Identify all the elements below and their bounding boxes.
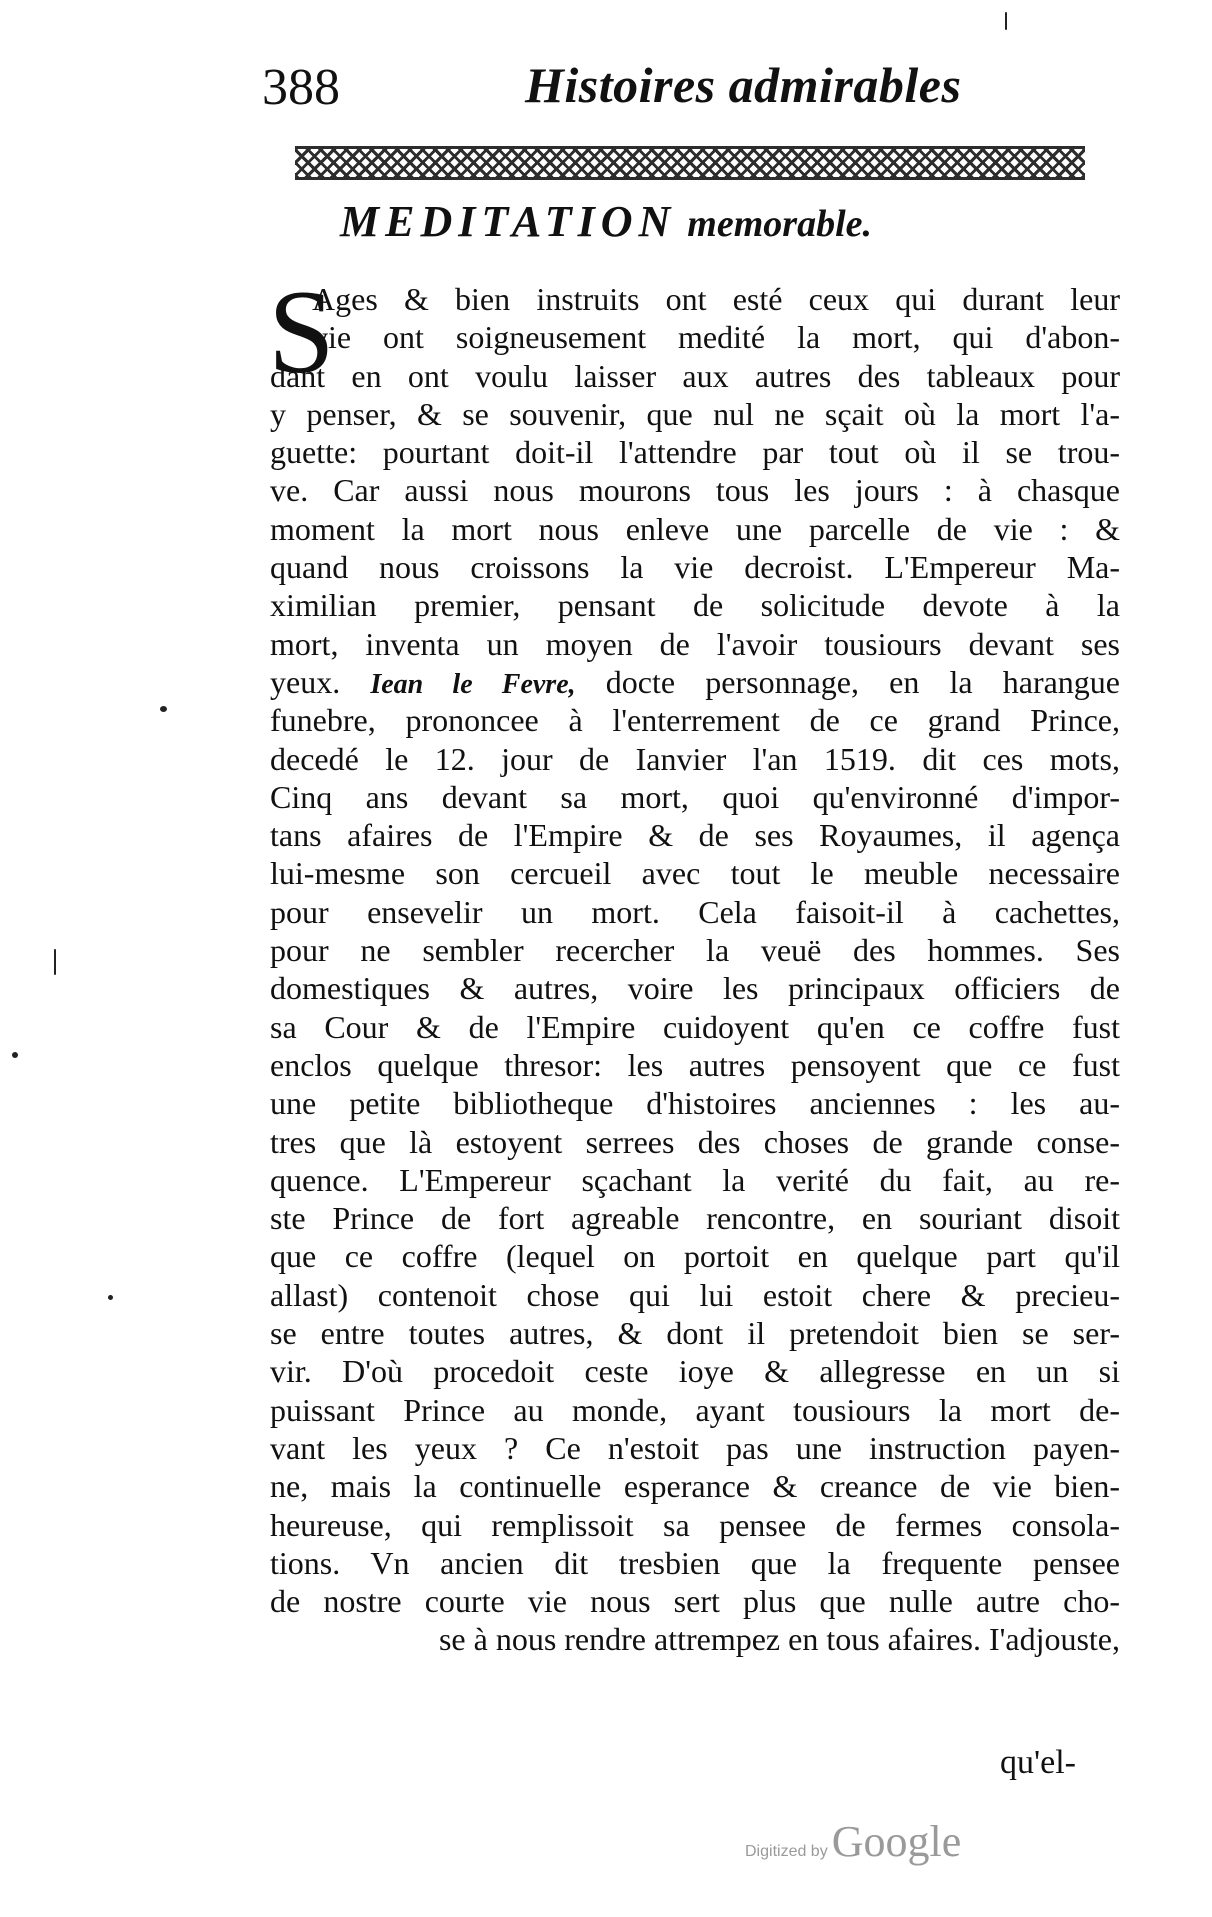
text-line: moment la mort nous enleve une parcelle de vie : & bbox=[270, 510, 1120, 547]
margin-speck bbox=[160, 706, 167, 712]
text-line bbox=[270, 663, 1120, 701]
text-line: quand nous croissons la vie decroist. L'Empereur Ma- bbox=[270, 549, 1120, 586]
watermark-prefix: Digitized by bbox=[745, 1843, 828, 1860]
body-text bbox=[270, 280, 1120, 1659]
text-line: pour ne sembler recercher la veuë des hommes. Ses bbox=[270, 932, 1120, 969]
text-line: vie ont soigneusement medité la mort, qui d'abon- bbox=[312, 319, 1120, 356]
text-line: puissant Prince au monde, ayant tousiours la mort de- bbox=[270, 1391, 1120, 1428]
text-line: que ce coffre (lequel on portoit en quelque part qu'il bbox=[270, 1238, 1120, 1275]
page-number: 388 bbox=[262, 59, 340, 116]
text-line: vir. D'où procedoit ceste ioye & allegresse en un si bbox=[270, 1353, 1120, 1390]
text-fragment: yeux. bbox=[270, 663, 341, 700]
text-line: funebre, prononcee à l'enterrement de ce grand Prince, bbox=[270, 702, 1120, 739]
text-line: lui-mesme son cercueil avec tout le meuble necessaire bbox=[270, 855, 1120, 892]
text-line: quence. L'Empereur sçachant la verité du fait, au re- bbox=[270, 1161, 1120, 1198]
text-line: heureuse, qui remplissoit sa pensee de fermes consola- bbox=[270, 1506, 1120, 1543]
text-line: Ages & bien instruits ont esté ceux qui durant leur bbox=[312, 281, 1120, 317]
cited-author: Iean le Fevre, bbox=[370, 668, 576, 700]
text-line: enclos quelque thresor: les autres pensoyent que ce fust bbox=[270, 1046, 1120, 1083]
text-line: se à nous rendre attrempez en tous afaires. I'adjouste, bbox=[438, 1621, 1120, 1658]
text-line: ximilian premier, pensant de solicitude devote à la bbox=[270, 587, 1120, 624]
digitization-watermark bbox=[745, 1817, 962, 1866]
drop-cap: S bbox=[268, 265, 335, 398]
text-line: tans afaires de l'Empire & de ses Royaumes, il agença bbox=[270, 817, 1120, 854]
section-heading bbox=[0, 197, 1212, 246]
text-line: ve. Car aussi nous mourons tous les jours : à chasque bbox=[270, 472, 1120, 509]
text-line: dant en ont voulu laisser aux autres des tableaux pour bbox=[270, 357, 1120, 394]
text-fragment: docte personnage, en la harangue bbox=[605, 663, 1120, 700]
text-line: tions. Vn ancien dit tresbien que la frequente pensee bbox=[270, 1544, 1120, 1581]
margin-speck bbox=[108, 1295, 113, 1300]
watermark-brand: Google bbox=[831, 1817, 962, 1866]
margin-speck bbox=[54, 949, 56, 975]
ornamental-band bbox=[295, 146, 1085, 180]
text-line: ste Prince de fort agreable rencontre, en souriant disoit bbox=[270, 1200, 1120, 1237]
text-line: guette: pourtant doit-il l'attendre par tout où il se trou- bbox=[270, 434, 1120, 471]
text-line: mort, inventa un moyen de l'avoir tousiours devant ses bbox=[270, 625, 1120, 662]
margin-speck bbox=[1005, 12, 1007, 30]
heading-emph: memorable. bbox=[687, 203, 872, 245]
margin-speck bbox=[12, 1052, 18, 1058]
text-line: tres que là estoyent serrees des choses de grande conse- bbox=[270, 1123, 1120, 1160]
catchword: qu'el- bbox=[1000, 1744, 1076, 1781]
text-line: domestiques & autres, voire les principaux officiers de bbox=[270, 970, 1120, 1007]
text-line: de nostre courte vie nous sert plus que nulle autre cho- bbox=[270, 1583, 1120, 1620]
heading-caps: MEDITATION bbox=[340, 197, 677, 246]
text-line: y penser, & se souvenir, que nul ne sçait où la mort l'a- bbox=[270, 395, 1120, 432]
text-line: pour ensevelir un mort. Cela faisoit-il à cachettes, bbox=[270, 893, 1120, 930]
running-title: Histoires admirables bbox=[525, 57, 962, 113]
text-line: sa Cour & de l'Empire cuidoyent qu'en ce coffre fust bbox=[270, 1008, 1120, 1045]
text-line: une petite bibliotheque d'histoires anciennes : les au- bbox=[270, 1085, 1120, 1122]
text-line: decedé le 12. jour de Ianvier l'an 1519. dit ces mots, bbox=[270, 740, 1120, 777]
text-line: vant les yeux ? Ce n'estoit pas une instruction payen- bbox=[270, 1429, 1120, 1466]
text-line: Cinq ans devant sa mort, quoi qu'environné d'impor- bbox=[270, 778, 1120, 815]
text-line: ne, mais la continuelle esperance & creance de vie bien- bbox=[270, 1468, 1120, 1505]
text-line: allast) contenoit chose qui lui estoit chere & precieu- bbox=[270, 1276, 1120, 1313]
text-line: se entre toutes autres, & dont il pretendoit bien se ser- bbox=[270, 1315, 1120, 1352]
